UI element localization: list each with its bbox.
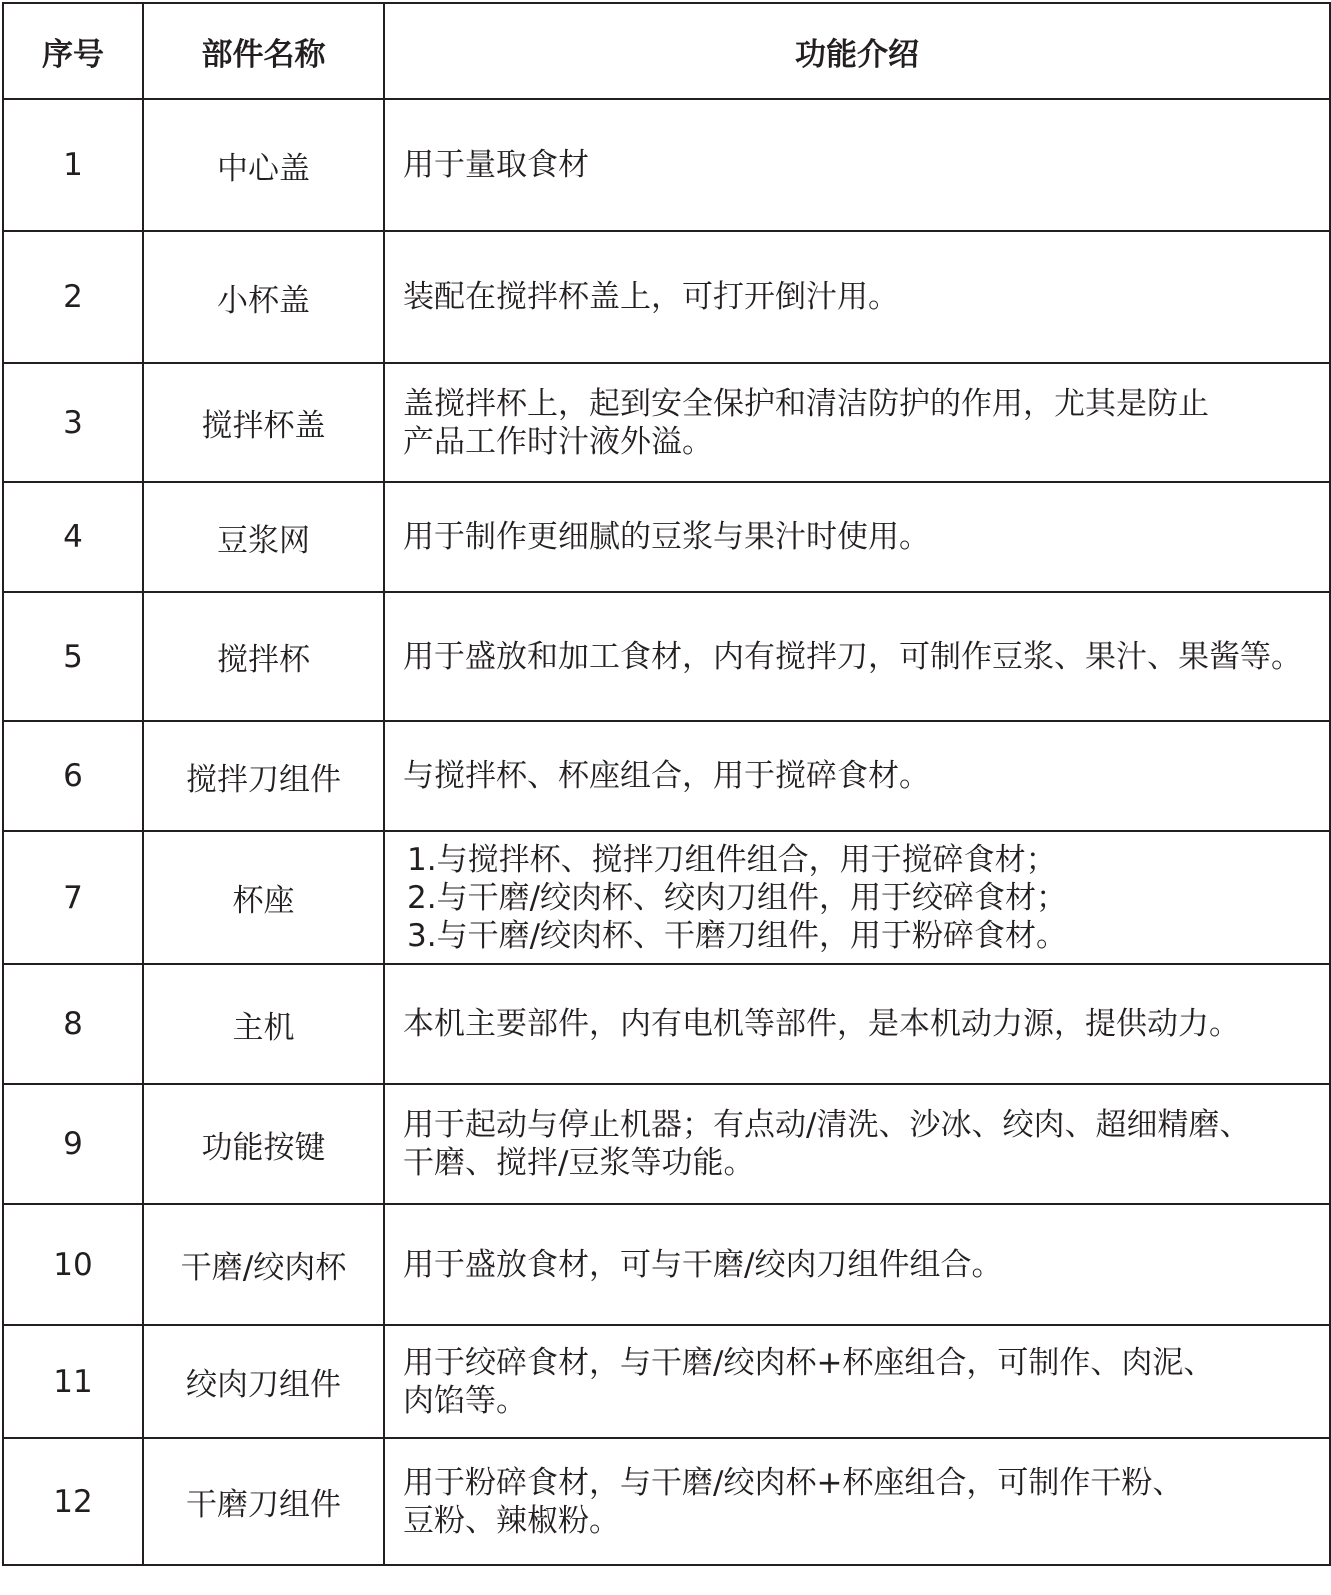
table-row <box>3 231 1330 363</box>
function-description <box>384 1084 1330 1204</box>
function-line: 用于绞碎食材，与干磨/绞肉杯+杯座组合，可制作、肉泥、 <box>403 1344 1215 1381</box>
part-name: 中心盖 <box>143 99 384 231</box>
function-line: 装配在搅拌杯盖上，可打开倒汁用。 <box>403 279 899 315</box>
table-row <box>3 363 1330 482</box>
function-description <box>384 99 1330 231</box>
table-row <box>3 99 1330 231</box>
part-name: 主机 <box>143 964 384 1084</box>
table-row <box>3 1084 1330 1204</box>
header-function: 功能介绍 <box>384 3 1330 99</box>
row-index: 12 <box>3 1438 143 1565</box>
row-index: 2 <box>3 231 143 363</box>
function-description <box>384 831 1330 964</box>
function-description <box>384 721 1330 831</box>
function-line: 产品工作时汁液外溢。 <box>403 423 713 460</box>
function-line: 用于量取食材 <box>403 147 589 183</box>
part-name: 搅拌刀组件 <box>143 721 384 831</box>
row-index: 7 <box>3 831 143 964</box>
function-line: 用于盛放食材，可与干磨/绞肉刀组件组合。 <box>403 1246 1003 1283</box>
function-line: 与搅拌杯、杯座组合，用于搅碎食材。 <box>403 758 930 794</box>
function-description <box>384 231 1330 363</box>
function-line: 3.与干磨/绞肉杯、干磨刀组件，用于粉碎食材。 <box>407 917 1068 954</box>
row-index: 4 <box>3 482 143 592</box>
function-line: 用于起动与停止机器；有点动/清洗、沙冰、绞肉、超细精磨、 <box>403 1107 1251 1143</box>
function-description <box>384 1325 1330 1438</box>
row-index: 11 <box>3 1325 143 1438</box>
table-row <box>3 482 1330 592</box>
table-row <box>3 1438 1330 1565</box>
part-name: 豆浆网 <box>143 482 384 592</box>
table-row <box>3 721 1330 831</box>
header-row <box>3 3 1330 99</box>
function-description <box>384 592 1330 721</box>
function-description <box>384 363 1330 482</box>
part-name: 干磨/绞肉杯 <box>143 1204 384 1325</box>
function-line: 本机主要部件，内有电机等部件，是本机动力源，提供动力。 <box>403 1006 1240 1042</box>
table-row <box>3 1204 1330 1325</box>
part-name: 绞肉刀组件 <box>143 1325 384 1438</box>
row-index: 1 <box>3 99 143 231</box>
function-line: 用于粉碎食材，与干磨/绞肉杯+杯座组合，可制作干粉、 <box>403 1464 1184 1501</box>
function-line: 干磨、搅拌/豆浆等功能。 <box>403 1145 755 1181</box>
table-row <box>3 964 1330 1084</box>
function-description <box>384 964 1330 1084</box>
row-index: 10 <box>3 1204 143 1325</box>
function-line: 2.与干磨/绞肉杯、绞肉刀组件，用于绞碎食材； <box>407 879 1068 916</box>
part-name: 杯座 <box>143 831 384 964</box>
function-description <box>384 1438 1330 1565</box>
function-line: 用于盛放和加工食材，内有搅拌刀，可制作豆浆、果汁、果酱等。 <box>403 638 1302 675</box>
function-line: 肉馅等。 <box>403 1382 527 1419</box>
row-index: 9 <box>3 1084 143 1204</box>
row-index: 5 <box>3 592 143 721</box>
function-line: 豆粉、辣椒粉。 <box>403 1502 620 1539</box>
table-row <box>3 831 1330 964</box>
table-row <box>3 1325 1330 1438</box>
function-description <box>384 482 1330 592</box>
part-name: 功能按键 <box>143 1084 384 1204</box>
function-line: 盖搅拌杯上，起到安全保护和清洁防护的作用，尤其是防止 <box>403 385 1209 422</box>
function-description <box>384 1204 1330 1325</box>
row-index: 6 <box>3 721 143 831</box>
header-part-name: 部件名称 <box>143 3 384 99</box>
part-name: 小杯盖 <box>143 231 384 363</box>
part-name: 干磨刀组件 <box>143 1438 384 1565</box>
function-line: 1.与搅拌杯、搅拌刀组件组合，用于搅碎食材； <box>407 841 1057 878</box>
row-index: 3 <box>3 363 143 482</box>
header-index: 序号 <box>3 3 143 99</box>
row-index: 8 <box>3 964 143 1084</box>
function-line: 用于制作更细腻的豆浆与果汁时使用。 <box>403 519 930 555</box>
part-name: 搅拌杯 <box>143 592 384 721</box>
parts-table <box>2 2 1331 1566</box>
part-name: 搅拌杯盖 <box>143 363 384 482</box>
table-row <box>3 592 1330 721</box>
